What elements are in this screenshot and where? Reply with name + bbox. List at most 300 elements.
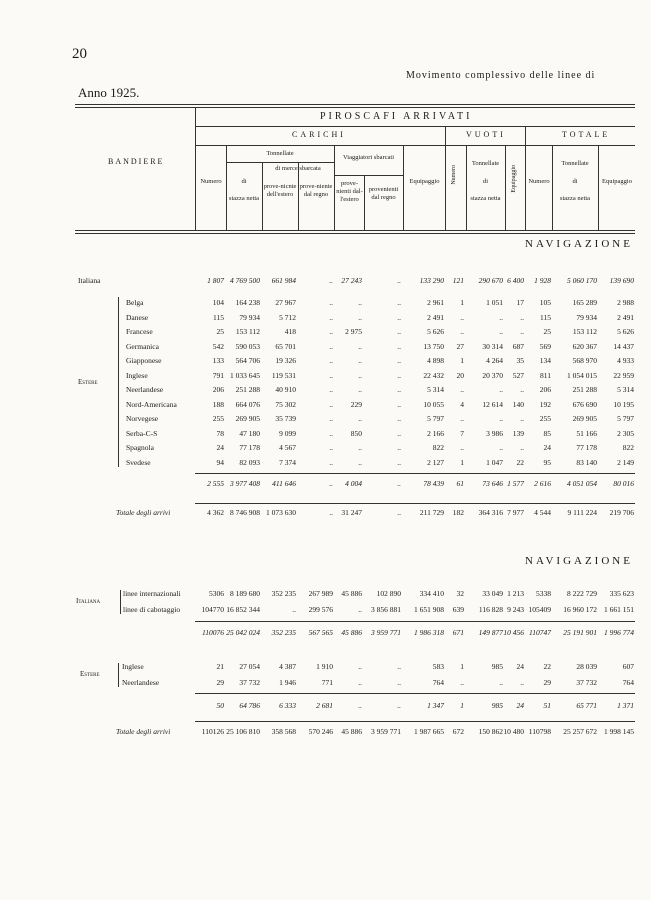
sep-line <box>195 621 635 622</box>
table-cell: 75 302 <box>275 399 296 409</box>
table-cell: 850 <box>350 428 362 438</box>
table-cell: .. <box>329 399 333 409</box>
table-cell: .. <box>329 276 333 285</box>
table-cell: 16 960 172 <box>563 605 597 614</box>
table-cell: 5338 <box>536 589 551 598</box>
table-cell: 269 905 <box>235 414 260 423</box>
table-cell: 4 567 <box>279 443 296 452</box>
table-cell: 5 314 <box>427 385 444 394</box>
table-cell: 567 565 <box>308 628 333 637</box>
table-cell: .. <box>460 443 464 452</box>
table-cell: 564 706 <box>235 356 260 365</box>
table-cell: 140 <box>512 399 524 409</box>
table-cell: 37 732 <box>576 678 597 687</box>
row-label: Francese <box>126 327 153 336</box>
table-cell: 13 750 <box>423 341 444 351</box>
table-cell: 2 961 <box>427 298 444 307</box>
table-cell: 24 <box>216 443 224 452</box>
table-cell: .. <box>329 341 333 351</box>
piroscafi-arrivati-header: PIROSCAFI ARRIVATI <box>320 111 473 122</box>
table-row <box>0 458 651 470</box>
table-cell: 24 <box>543 443 551 452</box>
table-cell: 4 051 054 <box>567 479 597 488</box>
table-cell: 1 651 908 <box>414 605 444 614</box>
totale-header: TOTALE <box>562 130 611 139</box>
table-cell: .. <box>329 312 333 322</box>
table-cell: 2 491 <box>617 312 634 322</box>
row-label: Neerlandese <box>122 678 160 687</box>
table-cell: 82 093 <box>239 457 260 467</box>
table-cell: 1 213 <box>507 589 524 598</box>
table-cell: 1 946 <box>279 678 296 687</box>
table-cell: .. <box>397 443 401 452</box>
table-cell: 5 060 170 <box>567 276 597 285</box>
table-row <box>0 371 651 383</box>
table-cell: 8 222 729 <box>567 589 597 598</box>
table-cell: 51 166 <box>576 428 597 438</box>
table-row <box>0 385 651 397</box>
vuoti-stazza-header: stazza netta <box>470 195 501 202</box>
table-cell: 47 180 <box>239 428 260 438</box>
carichi-header: CARICHI <box>292 130 346 139</box>
table-row <box>0 356 651 368</box>
table-cell: .. <box>329 428 333 438</box>
table-cell: .. <box>329 356 333 365</box>
table-cell: 21 <box>216 662 224 671</box>
table-cell: 153 112 <box>235 327 260 336</box>
totale2-row <box>0 727 651 739</box>
table-cell: .. <box>397 385 401 394</box>
table-cell: 583 <box>432 662 444 671</box>
table-cell: 16 852 344 <box>226 605 260 614</box>
row-label: Serba-C-S <box>126 428 158 438</box>
table-cell: 65 771 <box>576 701 597 710</box>
table-cell: 3 959 771 <box>371 628 401 637</box>
table-cell: .. <box>460 327 464 336</box>
table-cell: 104770 <box>201 605 224 614</box>
table-cell: .. <box>358 443 362 452</box>
estere-group-label: Estere <box>78 378 98 386</box>
table-cell: 30 314 <box>482 341 503 351</box>
table-cell: 334 410 <box>419 589 444 598</box>
table-cell: .. <box>499 327 503 336</box>
table-cell: 1 987 665 <box>414 727 444 736</box>
table-cell: 206 <box>539 385 551 394</box>
italiana-row <box>0 276 651 288</box>
row-label: Totale degli arrivi <box>116 508 171 517</box>
table-cell: 133 290 <box>419 276 444 285</box>
row-label: Neerlandese <box>126 385 164 394</box>
table-cell: 121 <box>452 276 464 285</box>
row-label: Belga <box>126 298 144 307</box>
vuoti-tonnellate-header: Tonnellate <box>471 160 500 167</box>
table-cell: 7 374 <box>279 457 296 467</box>
bandiere-header: BANDIERE <box>108 157 165 166</box>
table-cell: 620 367 <box>572 341 597 351</box>
table-cell: 164 238 <box>235 298 260 307</box>
table-cell: 590 053 <box>235 341 260 351</box>
italiana-group-label: Italiana <box>76 597 101 605</box>
table-cell: 6 333 <box>279 701 296 710</box>
table-cell: .. <box>329 327 333 336</box>
table-cell: 2 681 <box>316 701 333 710</box>
table-cell: 764 <box>622 678 634 687</box>
table-cell: 25 106 810 <box>226 727 260 736</box>
table-cell: 2 988 <box>617 298 634 307</box>
page-number: 20 <box>72 46 87 62</box>
table-cell: .. <box>397 678 401 687</box>
prov-estero-header: prove-nicnte dell'estero <box>263 183 297 198</box>
table-cell: 1 986 318 <box>414 628 444 637</box>
table-cell: 1 661 151 <box>604 605 634 614</box>
table-cell: 27 967 <box>275 298 296 307</box>
table-cell: .. <box>397 312 401 322</box>
table-cell: 3 959 771 <box>371 727 401 736</box>
viag-estero-header: prove-nienti dal-l'estero <box>336 180 363 203</box>
table-cell: 229 <box>350 399 362 409</box>
table-cell: 80 016 <box>613 479 634 488</box>
table-cell: 25 <box>543 327 551 336</box>
table-cell: 352 235 <box>271 589 296 598</box>
table-cell: 24 <box>516 662 524 671</box>
row-label: Totale degli arrivi <box>116 727 171 736</box>
table-cell: .. <box>397 479 401 488</box>
table-cell: 8 746 908 <box>230 508 260 517</box>
table-cell: 139 690 <box>609 276 634 285</box>
table-cell: 85 <box>543 428 551 438</box>
table-cell: .. <box>499 312 503 322</box>
table-cell: 22 <box>516 457 524 467</box>
row-label: Danese <box>126 312 149 322</box>
table-cell: 104 <box>212 298 224 307</box>
table-cell: 95 <box>543 457 551 467</box>
vuoti-header: VUOTI <box>466 130 506 139</box>
table-row <box>0 443 651 455</box>
table-cell: 64 786 <box>239 701 260 710</box>
table-cell: 299 576 <box>308 605 333 614</box>
table-cell: 115 <box>540 312 551 322</box>
table-cell: .. <box>329 298 333 307</box>
table-cell: .. <box>397 298 401 307</box>
table-cell: 4 264 <box>486 356 503 365</box>
table-cell: 1 577 <box>507 479 524 488</box>
table-cell: 5 712 <box>279 312 296 322</box>
table-cell: 4 898 <box>427 356 444 365</box>
table-cell: 133 <box>212 356 224 365</box>
table-cell: .. <box>397 662 401 671</box>
table-cell: 79 934 <box>576 312 597 322</box>
table-cell: 51 <box>543 701 551 710</box>
table-cell: 12 614 <box>482 399 503 409</box>
table-cell: 527 <box>512 370 524 380</box>
estere2-group-label: Estere <box>80 670 100 678</box>
table-cell: .. <box>329 479 333 488</box>
section2-title: NAVIGAZIONE <box>525 555 633 567</box>
table-cell: 570 246 <box>308 727 333 736</box>
table-cell: 358 568 <box>271 727 296 736</box>
table-cell: .. <box>358 605 362 614</box>
table-cell: 1 347 <box>427 701 444 710</box>
row-label: Inglese <box>122 662 144 671</box>
table-cell: .. <box>520 385 524 394</box>
table-cell: 28 039 <box>576 662 597 671</box>
table-cell: 116 828 <box>478 605 503 614</box>
table-cell: 2 555 <box>207 479 224 488</box>
viag-regno-header: provenienti dal regno <box>368 186 399 201</box>
table-cell: 269 905 <box>572 414 597 423</box>
section1-title: NAVIGAZIONE <box>525 238 633 250</box>
table-cell: 822 <box>432 443 444 452</box>
row-label: Nord-Americana <box>126 399 177 409</box>
table-cell: .. <box>358 385 362 394</box>
row-label: linee di cabotaggio <box>123 605 181 614</box>
table-cell: .. <box>329 414 333 423</box>
table-cell: 188 <box>212 399 224 409</box>
table-cell: 4 933 <box>617 356 634 365</box>
table-cell: 364 316 <box>478 508 503 517</box>
table-cell: 27 054 <box>239 662 260 671</box>
table-cell: 5 626 <box>617 327 634 336</box>
table-cell: 25 <box>216 327 224 336</box>
table-cell: .. <box>358 457 362 467</box>
table-cell: 687 <box>512 341 524 351</box>
table-cell: 1 910 <box>316 662 333 671</box>
table-cell: .. <box>460 678 464 687</box>
table-cell: 35 739 <box>275 414 296 423</box>
equipaggio-header: Equipaggio <box>409 178 440 185</box>
table-cell: 94 <box>216 457 224 467</box>
estere2-brace <box>118 663 119 687</box>
table-cell: 5 797 <box>427 414 444 423</box>
table-cell: 771 <box>321 678 333 687</box>
table-cell: 255 <box>212 414 224 423</box>
table-cell: 110126 <box>201 727 224 736</box>
table-cell: 5 626 <box>427 327 444 336</box>
table-cell: 9 099 <box>279 428 296 438</box>
table-cell: .. <box>499 385 503 394</box>
table-cell: 664 076 <box>235 399 260 409</box>
table-cell: 22 <box>543 662 551 671</box>
table-cell: 25 042 024 <box>226 628 260 637</box>
table-cell: .. <box>358 341 362 351</box>
table-cell: 79 934 <box>239 312 260 322</box>
table-cell: 5 314 <box>617 385 634 394</box>
table-cell: 811 <box>540 370 551 380</box>
table-cell: .. <box>397 508 401 517</box>
table-row <box>0 429 651 441</box>
table-cell: 607 <box>622 662 634 671</box>
table-cell: .. <box>358 312 362 322</box>
table-cell: 20 <box>456 370 464 380</box>
table-cell: 25 257 672 <box>563 727 597 736</box>
table-cell: 110798 <box>528 727 551 736</box>
table-cell: 219 706 <box>609 508 634 517</box>
table-cell: 2 149 <box>617 457 634 467</box>
table-cell: 1 807 <box>207 276 224 285</box>
table-cell: .. <box>292 605 296 614</box>
table-cell: 764 <box>432 678 444 687</box>
totale-row <box>0 508 651 520</box>
table-cell: 1 047 <box>486 457 503 467</box>
table-cell: 569 <box>539 341 551 351</box>
table-cell: 83 140 <box>576 457 597 467</box>
table-cell: 4 769 500 <box>230 276 260 285</box>
table-cell: .. <box>329 443 333 452</box>
table-cell: .. <box>397 701 401 710</box>
row-label: Svedese <box>126 457 151 467</box>
table-cell: 110747 <box>529 628 551 637</box>
row-label: Spagnola <box>126 443 154 452</box>
table-cell: 661 984 <box>271 276 296 285</box>
table-cell: 9 243 <box>507 605 524 614</box>
estere-total-row <box>0 479 651 491</box>
stazza-netta-header: stazza netta <box>228 195 260 202</box>
viaggiatori-header: Viaggiatori sbarcati <box>342 154 395 161</box>
row-label: Inglese <box>126 370 148 380</box>
table-cell: 639 <box>452 605 464 614</box>
table-cell: 4 544 <box>534 508 551 517</box>
table-cell: 32 <box>456 589 464 598</box>
row-label: Giapponese <box>126 356 162 365</box>
table-cell: 251 288 <box>235 385 260 394</box>
table-cell: .. <box>397 341 401 351</box>
table-cell: 182 <box>452 508 464 517</box>
table-cell: 4 387 <box>279 662 296 671</box>
table-cell: 77 178 <box>576 443 597 452</box>
vuoti-di-header: di <box>482 178 489 185</box>
table-row <box>0 414 651 426</box>
table-cell: 211 729 <box>419 508 444 517</box>
totale-di-header: di <box>572 178 578 185</box>
table-cell: .. <box>358 414 362 423</box>
table-row <box>0 400 651 412</box>
table-cell: 50 <box>216 701 224 710</box>
table-cell: 3 856 881 <box>371 605 401 614</box>
table-cell: .. <box>520 678 524 687</box>
table-cell: 1 <box>460 701 464 710</box>
table-cell: 22 432 <box>423 370 444 380</box>
tonnellate-header: Tonnellate <box>266 150 294 157</box>
table-cell: 5 797 <box>617 414 634 423</box>
table-cell: 61 <box>456 479 464 488</box>
table-cell: 1 <box>460 298 464 307</box>
table-cell: 73 646 <box>482 479 503 488</box>
table-cell: 19 326 <box>275 356 296 365</box>
table-cell: 352 235 <box>271 628 296 637</box>
numero-header: Numero <box>200 178 222 185</box>
table-cell: 14 437 <box>613 341 634 351</box>
table-cell: 4 004 <box>345 479 362 488</box>
table-cell: 251 288 <box>572 385 597 394</box>
table-cell: 1 <box>460 356 464 365</box>
table-cell: 9 111 224 <box>567 508 597 517</box>
table-row <box>0 678 651 690</box>
sep-line <box>195 721 635 722</box>
table-cell: 6 400 <box>507 276 524 285</box>
table-cell: 40 910 <box>275 385 296 394</box>
table-cell: 1 996 774 <box>604 628 634 637</box>
table-cell: 102 890 <box>376 589 401 598</box>
table-cell: 1 073 630 <box>266 508 296 517</box>
totale-equipaggio-header: Equipaggio <box>602 178 632 185</box>
sep-line <box>195 693 635 694</box>
table-cell: .. <box>329 508 333 517</box>
table-cell: 1 <box>460 457 464 467</box>
table-cell: .. <box>358 678 362 687</box>
table-cell: 1 054 015 <box>567 370 597 380</box>
table-cell: 5306 <box>209 589 224 598</box>
table-cell: 10 195 <box>613 399 634 409</box>
table-cell: .. <box>358 662 362 671</box>
table-cell: 985 <box>491 701 503 710</box>
table-cell: 149 877 <box>478 628 503 637</box>
table-cell: 10 480 <box>503 727 524 736</box>
table-cell: 2 305 <box>617 428 634 438</box>
table-cell: 1 998 145 <box>604 727 634 736</box>
table-cell: 192 <box>539 399 551 409</box>
table-cell: 8 189 680 <box>230 589 260 598</box>
table-cell: 105 <box>539 298 551 307</box>
table-cell: 3 986 <box>486 428 503 438</box>
row-label: Italiana <box>78 276 101 285</box>
table-cell: .. <box>460 385 464 394</box>
table-cell: .. <box>329 457 333 467</box>
table-cell: 31 247 <box>341 508 362 517</box>
table-cell: 78 439 <box>423 479 444 488</box>
table-cell: 2 491 <box>427 312 444 322</box>
table-cell: .. <box>520 443 524 452</box>
table-cell: 676 690 <box>572 399 597 409</box>
table-cell: 134 <box>539 356 551 365</box>
table-cell: .. <box>397 370 401 380</box>
table-cell: 150 862 <box>478 727 503 736</box>
table-cell: 25 191 901 <box>563 628 597 637</box>
table-cell: .. <box>329 370 333 380</box>
table-cell: 335 623 <box>609 589 634 598</box>
table-cell: .. <box>358 701 362 710</box>
table-cell: 139 <box>512 428 524 438</box>
table-cell: .. <box>358 298 362 307</box>
estere2-total-row <box>0 701 651 713</box>
table-cell: 165 289 <box>572 298 597 307</box>
sep-line <box>195 473 635 474</box>
table-cell: .. <box>460 414 464 423</box>
table-cell: .. <box>499 678 503 687</box>
table-cell: 33 049 <box>482 589 503 598</box>
table-cell: 985 <box>491 662 503 671</box>
table-cell: 568 970 <box>572 356 597 365</box>
table-cell: 671 <box>452 628 464 637</box>
table-cell: 1 928 <box>534 276 551 285</box>
table-cell: 105409 <box>528 605 551 614</box>
table-cell: 542 <box>212 341 224 351</box>
table-cell: 45 886 <box>341 589 362 598</box>
table-cell: .. <box>397 356 401 365</box>
table-cell: 17 <box>516 298 524 307</box>
table-cell: 22 959 <box>613 370 634 380</box>
table-cell: .. <box>520 414 524 423</box>
table-cell: 20 370 <box>482 370 503 380</box>
table-cell: 267 989 <box>308 589 333 598</box>
italiana-brace <box>120 590 121 614</box>
table-cell: 24 <box>516 701 524 710</box>
table-cell: 153 112 <box>572 327 597 336</box>
totale-numero-header: Numero <box>528 178 550 185</box>
table-cell: 672 <box>452 727 464 736</box>
table-cell: .. <box>460 312 464 322</box>
table-row <box>0 342 651 354</box>
table-cell: 1 371 <box>617 701 634 710</box>
